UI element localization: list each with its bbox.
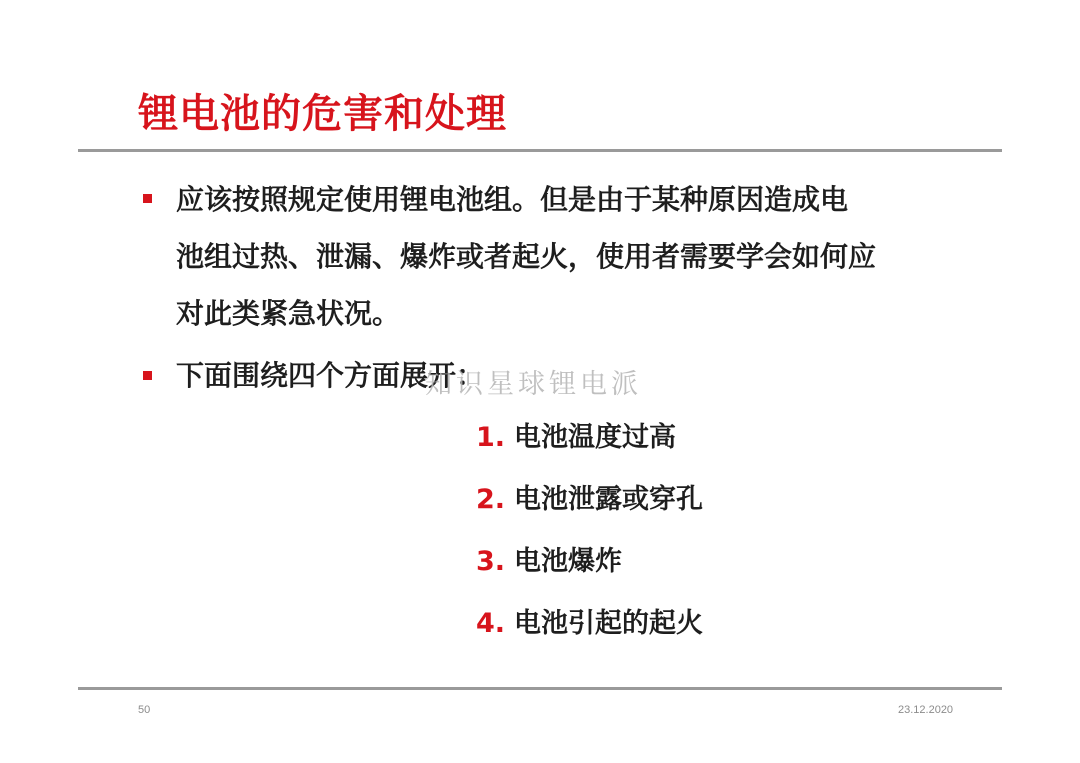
list-item <box>476 410 976 472</box>
numbered-list <box>476 410 976 658</box>
footer-divider <box>78 687 1002 690</box>
slide-title: 锂电池的危害和处理 <box>138 91 507 137</box>
bullet-marker <box>143 194 152 203</box>
list-item <box>476 472 976 534</box>
paragraph-line: 池组过热、泄漏、爆炸或者起火，使用者需要学会如何应 <box>176 240 877 273</box>
paragraph-line: 应该按照规定使用锂电池组。但是由于某种原因造成电 <box>176 183 849 216</box>
paragraph-line: 对此类紧急状况。 <box>176 297 401 330</box>
list-number: 1. <box>476 422 506 453</box>
list-item <box>476 534 976 596</box>
bullet-marker <box>143 371 152 380</box>
page-number: 50 <box>138 704 151 716</box>
list-number: 2. <box>476 484 506 515</box>
watermark: 知识星球锂电派 <box>425 369 642 400</box>
list-text: 电池泄露或穿孔 <box>514 484 703 515</box>
bullet-paragraph-1 <box>176 171 936 342</box>
list-number: 3. <box>476 546 506 577</box>
paragraph-line: 下面围绕四个方面展开： <box>176 359 485 392</box>
list-item <box>476 596 976 658</box>
title-divider <box>78 149 1002 152</box>
list-number: 4. <box>476 608 506 639</box>
list-text: 电池爆炸 <box>514 546 622 577</box>
slide-date: 23.12.2020 <box>898 704 954 716</box>
list-text: 电池温度过高 <box>514 422 676 453</box>
list-text: 电池引起的起火 <box>514 608 703 639</box>
